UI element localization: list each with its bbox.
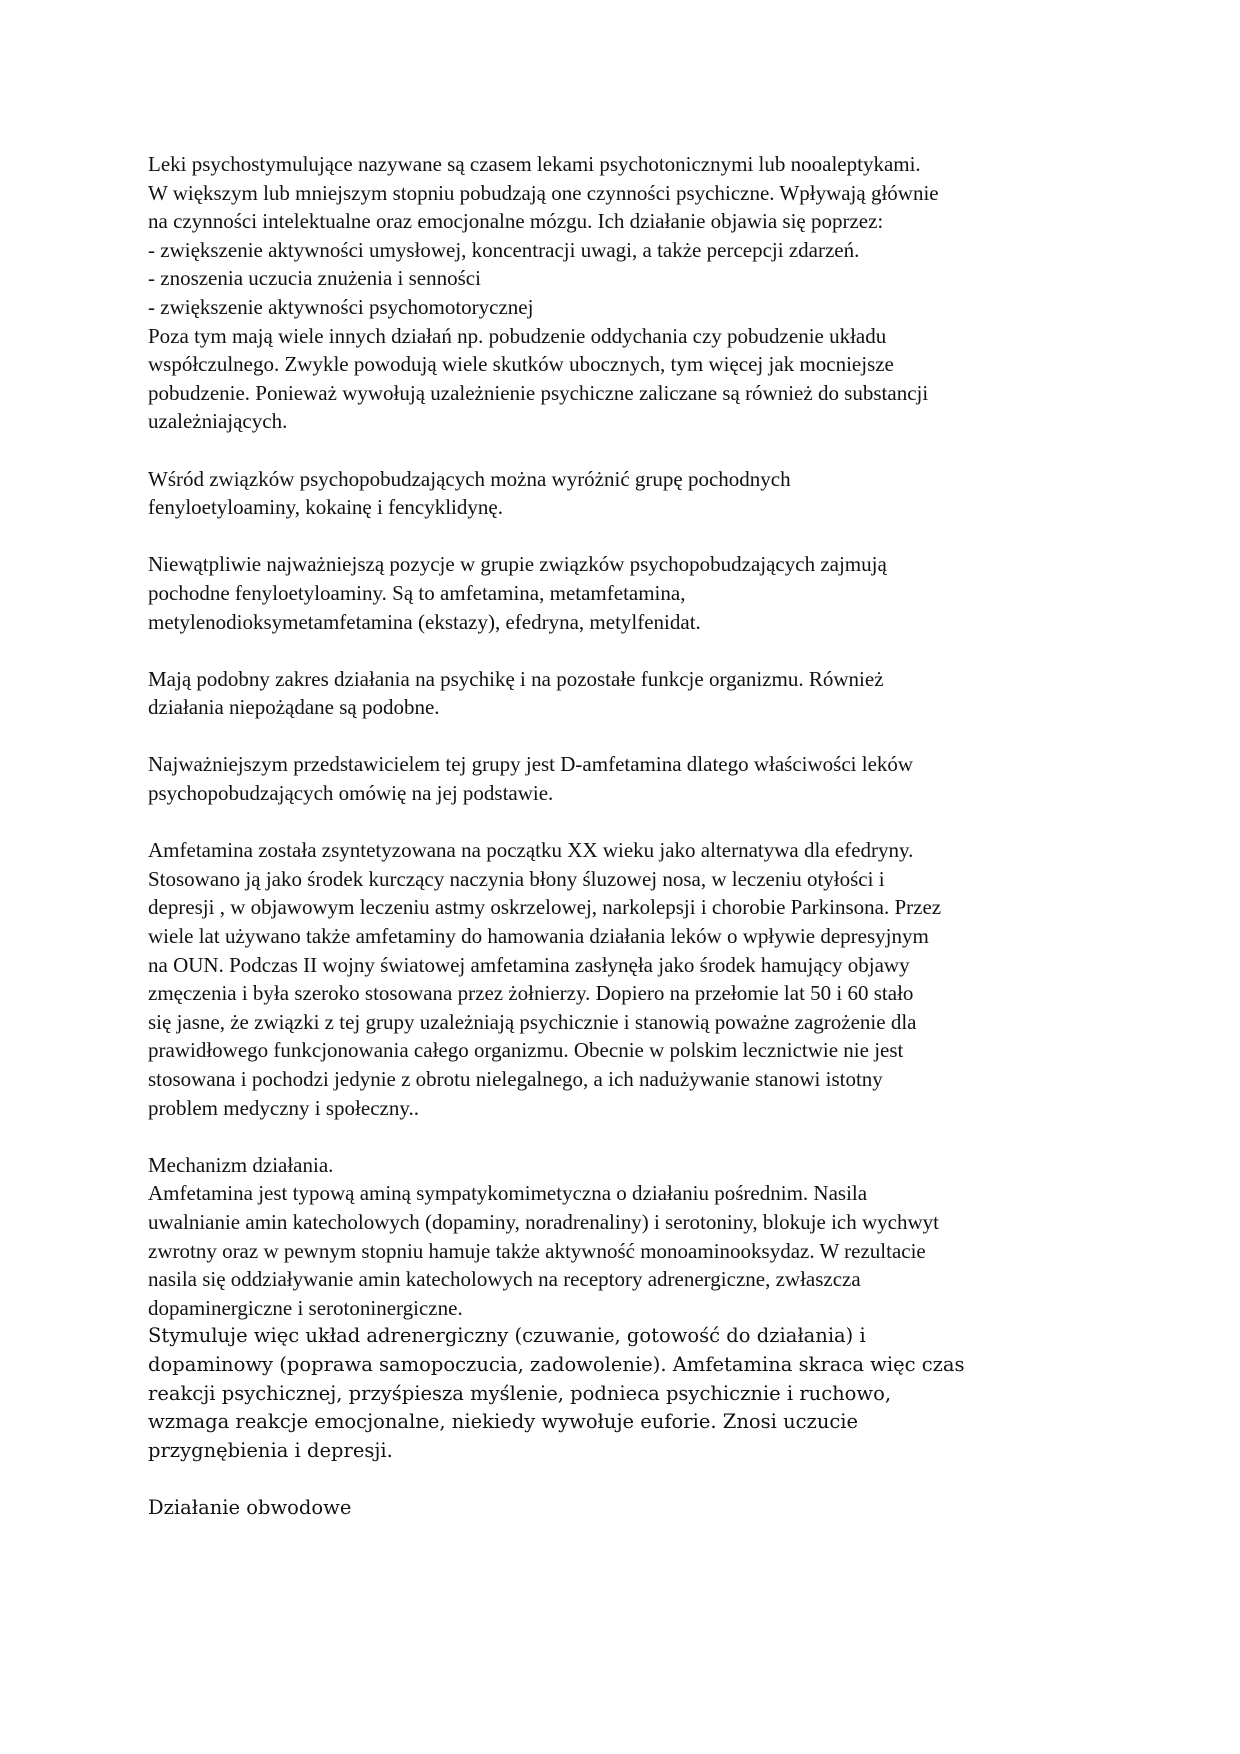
paragraph-4 [148,665,1098,722]
text-line: Stosowano ją jako środek kurczący naczynia błony śluzowej nosa, w leczeniu otyłości i [148,866,885,891]
paragraph-3 [148,550,1098,636]
text-line: pobudzenie. Ponieważ wywołują uzależnienie psychiczne zaliczane są również do substancji [148,380,929,405]
text-line: działania niepożądane są podobne. [148,695,440,720]
text-line: przygnębienia i depresji. [148,1438,393,1462]
text-line: stosowana i pochodzi jedynie z obrotu nielegalnego, a ich nadużywanie stanowi istotny [148,1067,883,1091]
text-line: dopaminergiczne i serotoninergiczne. [148,1295,463,1320]
text-line: współczulnego. Zwykle powodują wiele skutków ubocznych, tym więcej jak mocniejsze [148,352,894,377]
text-line: się jasne, że związki z tej grupy uzależniają psychicznie i stanowią poważne zagrożenie dla [148,1009,917,1034]
paragraph-6 [148,836,1098,1122]
text-line: fenyloetyloaminy, kokainę i fencyklidynę. [148,495,503,520]
text-line: Amfetamina została zsyntetyzowana na początku XX wieku jako alternatywa dla efedryny. [148,838,914,863]
text-line: depresji , w objawowym leczeniu astmy oskrzelowej, narkolepsji i chorobie Parkinsona. Przez [148,895,942,920]
text-line: na czynności intelektualne oraz emocjonalne mózgu. Ich działanie objawia się poprzez: [148,209,884,234]
text-line: Niewątpliwie najważniejszą pozycje w grupie związków psychopobudzających zajmują [148,552,887,577]
text-line: Stymuluje więc układ adrenergiczny (czuwanie, gotowość do działania) i [148,1324,866,1348]
text-line: Wśród związków psychopobudzających można wyróżnić grupę pochodnych [148,466,791,491]
text-line: uwalnianie amin katecholowych (dopaminy, noradrenaliny) i serotoniny, blokuje ich wychwyt [148,1209,939,1234]
text-line: Leki psychostymulujące nazywane są czasem lekami psychotonicznymi lub nooaleptykami. [148,152,921,176]
paragraph-5 [148,750,1098,807]
document-page [148,150,1098,1551]
text-line: metylenodioksymetamfetamina (ekstazy), efedryna, metylfenidat. [148,609,701,634]
text-line: - zwiększenie aktywności umysłowej, koncentracji uwagi, a także percepcji zdarzeń. [148,237,860,262]
text-line: dopaminowy (poprawa samopoczucia, zadowolenie). Amfetamina skraca więc czas [148,1352,965,1376]
text-line: W większym lub mniejszym stopniu pobudzają one czynności psychiczne. Wpływają głównie [148,180,939,205]
text-line: - znoszenia uczucia znużenia i senności [148,266,481,291]
text-line: wiele lat używano także amfetaminy do hamowania działania leków o wpływie depresyjnym [148,924,929,949]
paragraph-2 [148,465,1098,522]
text-line: na OUN. Podczas II wojny światowej amfetamina zasłynęła jako środek hamujący objawy [148,952,910,977]
text-line: psychopobudzających omówię na jej podstawie. [148,781,554,806]
text-line: zmęczenia i była szeroko stosowana przez żołnierzy. Dopiero na przełomie lat 50 i 60 stało [148,981,914,1006]
text-line: nasila się oddziaływanie amin katecholowych na receptory adrenergiczne, zwłaszcza [148,1267,861,1292]
paragraph-9 [148,1494,1098,1523]
text-line: reakcji psychicznej, przyśpiesza myślenie, podnieca psychicznie i ruchowo, [148,1381,892,1405]
paragraph-7 [148,1151,1098,1323]
section-heading: Działanie obwodowe [148,1495,352,1519]
text-line: Najważniejszym przedstawicielem tej grupy jest D-amfetamina dlatego właściwości leków [148,752,914,777]
text-line: Poza tym mają wiele innych działań np. pobudzenie oddychania czy pobudzenie układu [148,323,887,348]
paragraph-1 [148,150,1098,436]
text-line: - zwiększenie aktywności psychomotorycznej [148,294,534,319]
text-line: zwrotny oraz w pewnym stopniu hamuje także aktywność monoaminooksydaz. W rezultacie [148,1238,926,1263]
text-line: prawidłowego funkcjonowania całego organizmu. Obecnie w polskim lecznictwie nie jest [148,1038,904,1063]
paragraph-8 [148,1322,1098,1465]
text-line: uzależniających. [148,409,288,434]
text-line: Mają podobny zakres działania na psychikę i na pozostałe funkcje organizmu. Również [148,666,884,691]
text-line: Amfetamina jest typową aminą sympatykomimetyczna o działaniu pośrednim. Nasila [148,1181,868,1206]
text-line: pochodne fenyloetyloaminy. Są to amfetamina, metamfetamina, [148,580,686,605]
text-line: wzmaga reakcje emocjonalne, niekiedy wywołuje euforie. Znosi uczucie [148,1410,859,1434]
text-line: problem medyczny i społeczny.. [148,1095,419,1120]
section-heading: Mechanizm działania. [148,1152,334,1177]
